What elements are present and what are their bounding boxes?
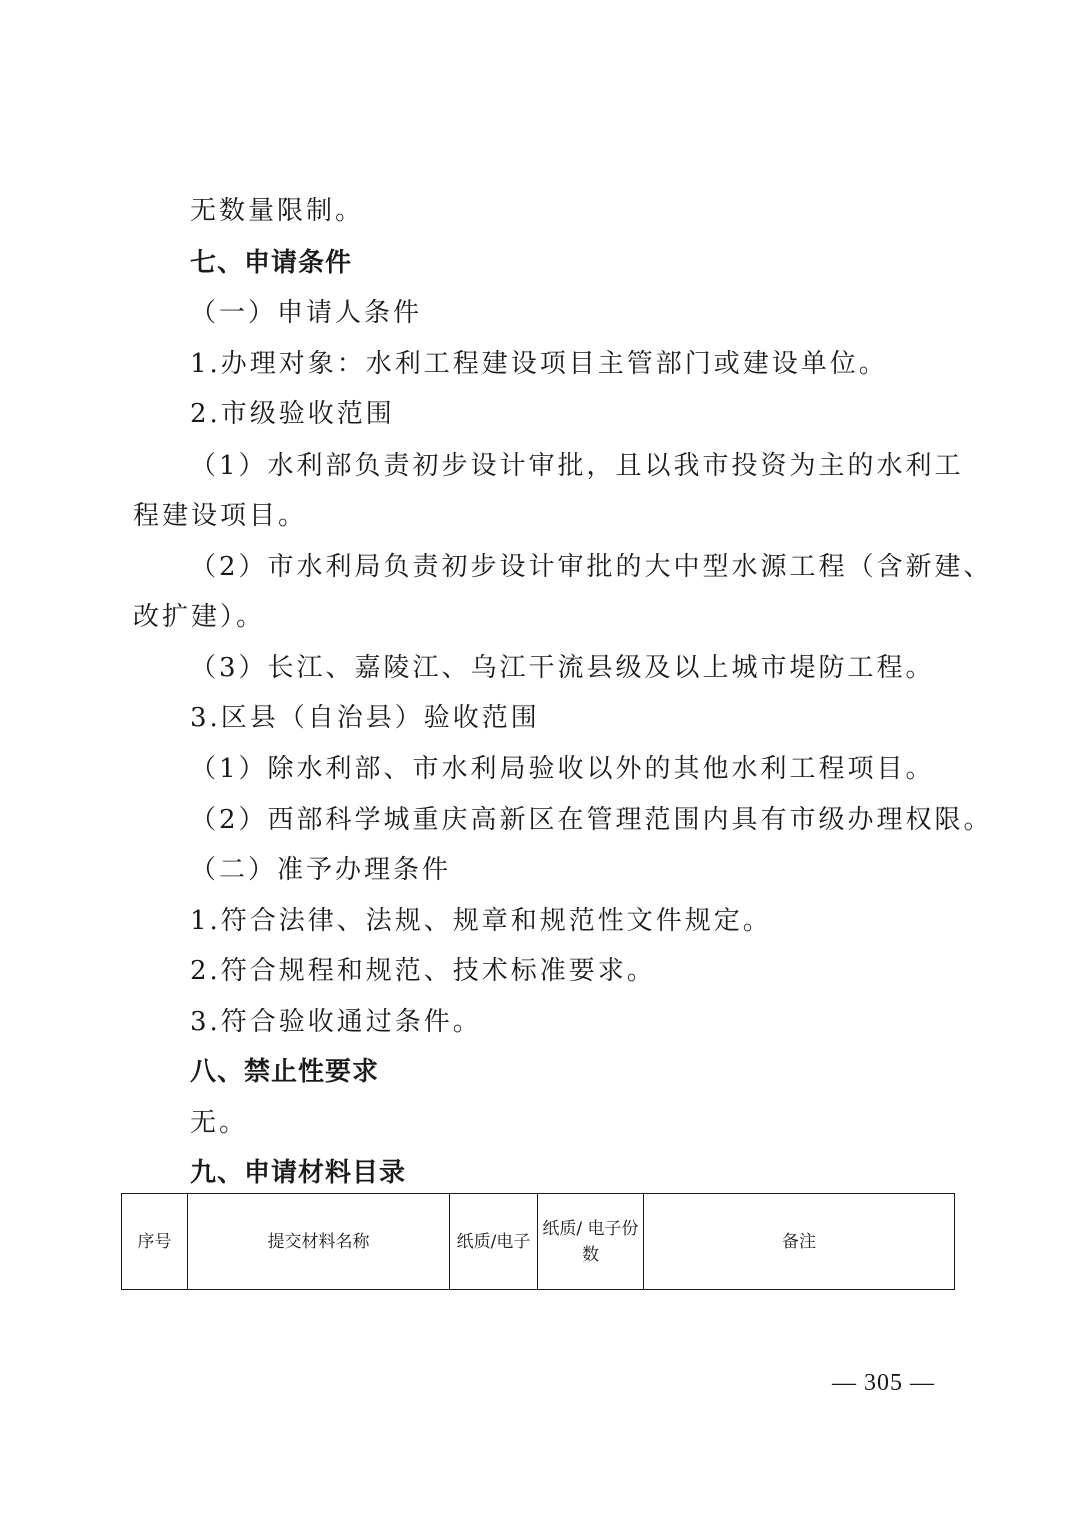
paragraph: （3）长江、嘉陵江、乌江干流县级及以上城市堤防工程。 <box>190 653 935 683</box>
header-remarks: 备注 <box>644 1194 955 1290</box>
header-copies: 纸质/ 电子份数 <box>538 1194 644 1290</box>
paragraph: 2.市级验收范围 <box>190 399 395 429</box>
header-index: 序号 <box>122 1194 188 1290</box>
page-number: — 305 — <box>832 1370 935 1396</box>
paragraph: （2）市水利局负责初步设计审批的大中型水源工程（含新建、 <box>190 552 993 582</box>
paragraph: （1）水利部负责初步设计审批，且以我市投资为主的水利工 <box>190 451 964 481</box>
paragraph: 1.办理对象：水利工程建设项目主管部门或建设单位。 <box>190 349 888 379</box>
paragraph: 无。 <box>190 1108 249 1138</box>
section-heading: 九、申请材料目录 <box>190 1158 407 1188</box>
paragraph: 1.符合法律、法规、规章和规范性文件规定。 <box>190 906 772 936</box>
paragraph: 3.符合验收通过条件。 <box>190 1007 482 1037</box>
paragraph: （1）除水利部、市水利局验收以外的其他水利工程项目。 <box>190 754 935 784</box>
subsection-heading: （一）申请人条件 <box>190 298 423 328</box>
header-format: 纸质/电子 <box>450 1194 538 1290</box>
paragraph: 改扩建）。 <box>133 602 266 632</box>
paragraph: 3.区县（自治县）验收范围 <box>190 703 540 733</box>
materials-table <box>121 1193 955 1290</box>
paragraph: 无数量限制。 <box>190 196 365 226</box>
paragraph: 2.符合规程和规范、技术标准要求。 <box>190 956 656 986</box>
table-header-row <box>122 1194 955 1290</box>
paragraph: （2）西部科学城重庆高新区在管理范围内具有市级办理权限。 <box>190 805 993 835</box>
subsection-heading: （二）准予办理条件 <box>190 855 452 885</box>
section-heading: 八、禁止性要求 <box>190 1057 380 1087</box>
section-heading: 七、申请条件 <box>190 248 353 278</box>
header-material-name: 提交材料名称 <box>188 1194 450 1290</box>
paragraph: 程建设项目。 <box>133 501 308 531</box>
